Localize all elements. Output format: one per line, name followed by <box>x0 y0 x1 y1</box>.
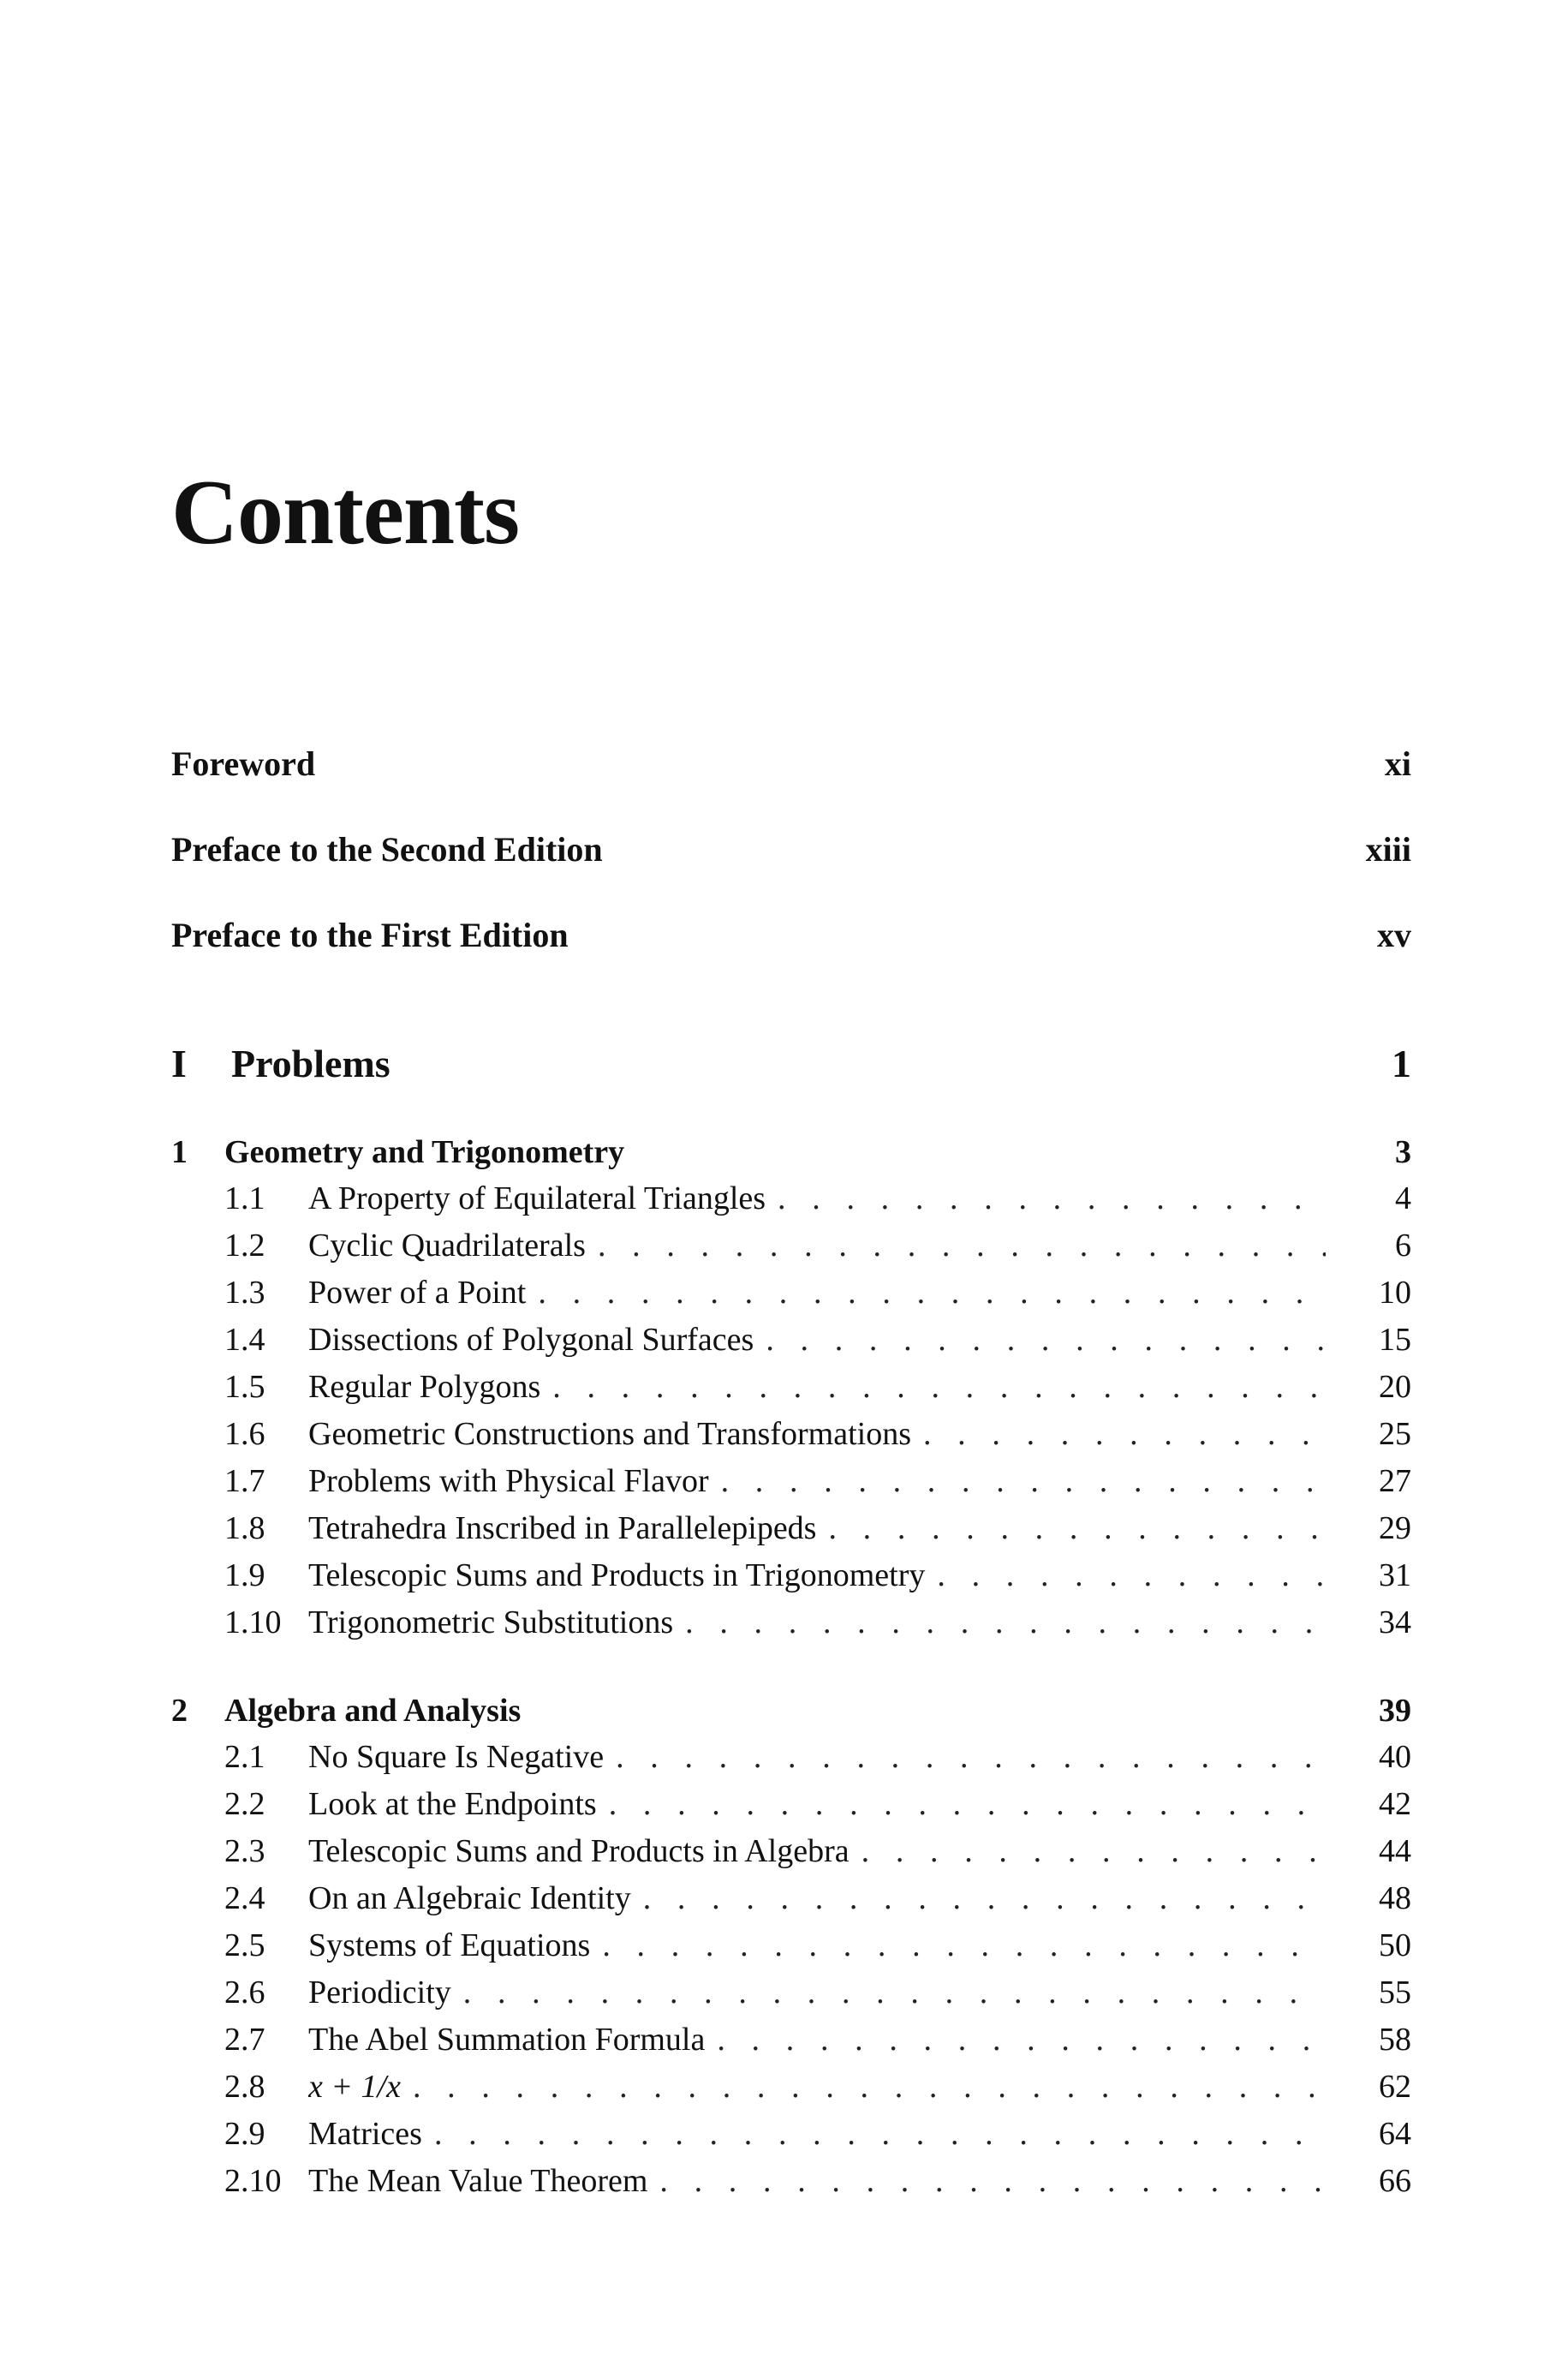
section-title: Telescopic Sums and Products in Trigonometry <box>308 1557 926 1593</box>
chapter-page: 3 <box>1395 1134 1411 1170</box>
chapter-page: 39 <box>1379 1693 1411 1729</box>
section-title: Periodicity <box>308 1975 451 2011</box>
dot-leader <box>685 1599 1326 1646</box>
section-page: 40 <box>1379 1739 1411 1775</box>
section-number: 2.10 <box>224 2163 282 2199</box>
toc-section-entry[interactable] <box>171 1222 1411 1269</box>
dot-leader <box>552 1364 1326 1410</box>
chapter-number: 1 <box>171 1134 188 1170</box>
toc-section-entry[interactable] <box>171 1175 1411 1222</box>
toc-entry-page: xiii <box>1365 830 1411 869</box>
toc-section-entry[interactable] <box>171 1364 1411 1410</box>
section-title: The Abel Summation Formula <box>308 2022 706 2058</box>
toc-entry-preface-first[interactable] <box>171 912 1411 959</box>
toc-section-entry[interactable] <box>171 1599 1411 1646</box>
section-number: 2.5 <box>224 1927 265 1963</box>
section-title: Dissections of Polygonal Surfaces <box>308 1322 754 1358</box>
section-number: 2.8 <box>224 2069 265 2105</box>
toc-entry-title: Foreword <box>171 744 316 783</box>
toc-section-entry[interactable] <box>171 1505 1411 1551</box>
toc-entry-page: xv <box>1377 916 1411 954</box>
toc-section-entry[interactable] <box>171 1781 1411 1827</box>
section-title: Cyclic Quadrilaterals <box>308 1228 586 1264</box>
toc-section-entry[interactable] <box>171 2064 1411 2110</box>
dot-leader <box>413 2064 1326 2110</box>
section-number: 2.9 <box>224 2116 265 2152</box>
dot-leader <box>778 1175 1326 1222</box>
toc-section-entry[interactable] <box>171 1317 1411 1363</box>
dot-leader <box>616 1734 1326 1780</box>
section-page: 64 <box>1379 2116 1411 2152</box>
dot-leader <box>717 2017 1326 2063</box>
section-title: Regular Polygons <box>308 1369 541 1405</box>
section-number: 1.6 <box>224 1416 265 1452</box>
section-title: Geometric Constructions and Transformations <box>308 1416 911 1452</box>
section-page: 58 <box>1379 2022 1411 2058</box>
part-title: Problems <box>231 1042 391 1085</box>
section-page: 27 <box>1379 1463 1411 1499</box>
part-page: 1 <box>1392 1042 1411 1085</box>
toc-entry-preface-second[interactable] <box>171 827 1411 873</box>
dot-leader <box>643 1875 1326 1921</box>
dot-leader <box>602 1922 1326 1969</box>
dot-leader <box>766 1317 1326 1363</box>
section-title: Systems of Equations <box>308 1927 591 1963</box>
toc-chapter-heading[interactable] <box>171 1129 1411 1175</box>
toc-section-entry[interactable] <box>171 1552 1411 1598</box>
section-number: 1.3 <box>224 1275 265 1311</box>
section-number: 1.9 <box>224 1557 265 1593</box>
section-page: 6 <box>1395 1228 1411 1264</box>
section-page: 31 <box>1379 1557 1411 1593</box>
toc-entry-page: xi <box>1384 744 1411 783</box>
section-number: 1.8 <box>224 1510 265 1546</box>
page-title: Contents <box>171 462 520 564</box>
section-number: 2.7 <box>224 2022 265 2058</box>
section-number: 1.2 <box>224 1228 265 1264</box>
dot-leader <box>463 1969 1326 2016</box>
section-page: 34 <box>1379 1604 1411 1640</box>
section-title: Telescopic Sums and Products in Algebra <box>308 1833 850 1869</box>
toc-section-entry[interactable] <box>171 1734 1411 1780</box>
section-number: 1.1 <box>224 1180 265 1216</box>
toc-section-entry[interactable] <box>171 1458 1411 1504</box>
toc-entry-title: Preface to the First Edition <box>171 916 569 954</box>
dot-leader <box>862 1828 1326 1874</box>
section-title: Power of a Point <box>308 1275 527 1311</box>
dot-leader <box>434 2111 1326 2157</box>
section-page: 15 <box>1379 1322 1411 1358</box>
section-number: 1.4 <box>224 1322 265 1358</box>
section-page: 66 <box>1379 2163 1411 2199</box>
section-title: Matrices <box>308 2116 422 2152</box>
part-number: I <box>171 1042 187 1085</box>
toc-section-entry[interactable] <box>171 1828 1411 1874</box>
section-page: 48 <box>1379 1880 1411 1916</box>
section-title: x + 1/x <box>308 2069 401 2105</box>
dot-leader <box>721 1458 1326 1504</box>
dot-leader <box>609 1781 1326 1827</box>
toc-section-entry[interactable] <box>171 1875 1411 1921</box>
toc-entry-title: Preface to the Second Edition <box>171 830 603 869</box>
section-title: On an Algebraic Identity <box>308 1880 631 1916</box>
chapter-title: Algebra and Analysis <box>224 1693 522 1729</box>
section-page: 44 <box>1379 1833 1411 1869</box>
toc-section-entry[interactable] <box>171 1922 1411 1969</box>
section-page: 20 <box>1379 1369 1411 1405</box>
section-title: Problems with Physical Flavor <box>308 1463 709 1499</box>
section-number: 2.2 <box>224 1786 265 1822</box>
toc-section-entry[interactable] <box>171 1969 1411 2016</box>
toc-section-entry[interactable] <box>171 2158 1411 2204</box>
dot-leader <box>923 1411 1326 1457</box>
section-title: Trigonometric Substitutions <box>308 1604 674 1640</box>
section-page: 25 <box>1379 1416 1411 1452</box>
section-number: 2.4 <box>224 1880 265 1916</box>
dot-leader <box>598 1222 1326 1269</box>
toc-section-entry[interactable] <box>171 1270 1411 1316</box>
dot-leader <box>828 1505 1326 1551</box>
dot-leader <box>659 2158 1326 2204</box>
chapter-number: 2 <box>171 1693 188 1729</box>
dot-leader <box>937 1552 1326 1598</box>
section-page: 4 <box>1395 1180 1411 1216</box>
toc-section-entry[interactable] <box>171 1411 1411 1457</box>
section-number: 1.7 <box>224 1463 265 1499</box>
dot-leader <box>538 1270 1326 1316</box>
toc-part-heading[interactable] <box>171 1037 1411 1091</box>
section-page: 62 <box>1379 2069 1411 2105</box>
section-number: 2.6 <box>224 1975 265 2011</box>
section-title: Tetrahedra Inscribed in Parallelepipeds <box>308 1510 817 1546</box>
toc-chapter-heading[interactable] <box>171 1688 1411 1734</box>
toc-section-entry[interactable] <box>171 2017 1411 2063</box>
chapter-title: Geometry and Trigonometry <box>224 1134 625 1170</box>
section-title: The Mean Value Theorem <box>308 2163 648 2199</box>
section-number: 2.1 <box>224 1739 265 1775</box>
section-title: No Square Is Negative <box>308 1739 605 1775</box>
section-page: 29 <box>1379 1510 1411 1546</box>
section-number: 2.3 <box>224 1833 265 1869</box>
section-page: 50 <box>1379 1927 1411 1963</box>
toc-entry-foreword[interactable] <box>171 741 1411 787</box>
section-page: 10 <box>1379 1275 1411 1311</box>
section-page: 55 <box>1379 1975 1411 2011</box>
section-number: 1.10 <box>224 1604 282 1640</box>
section-title: Look at the Endpoints <box>308 1786 597 1822</box>
section-page: 42 <box>1379 1786 1411 1822</box>
section-title: A Property of Equilateral Triangles <box>308 1180 766 1216</box>
toc-section-entry[interactable] <box>171 2111 1411 2157</box>
section-number: 1.5 <box>224 1369 265 1405</box>
